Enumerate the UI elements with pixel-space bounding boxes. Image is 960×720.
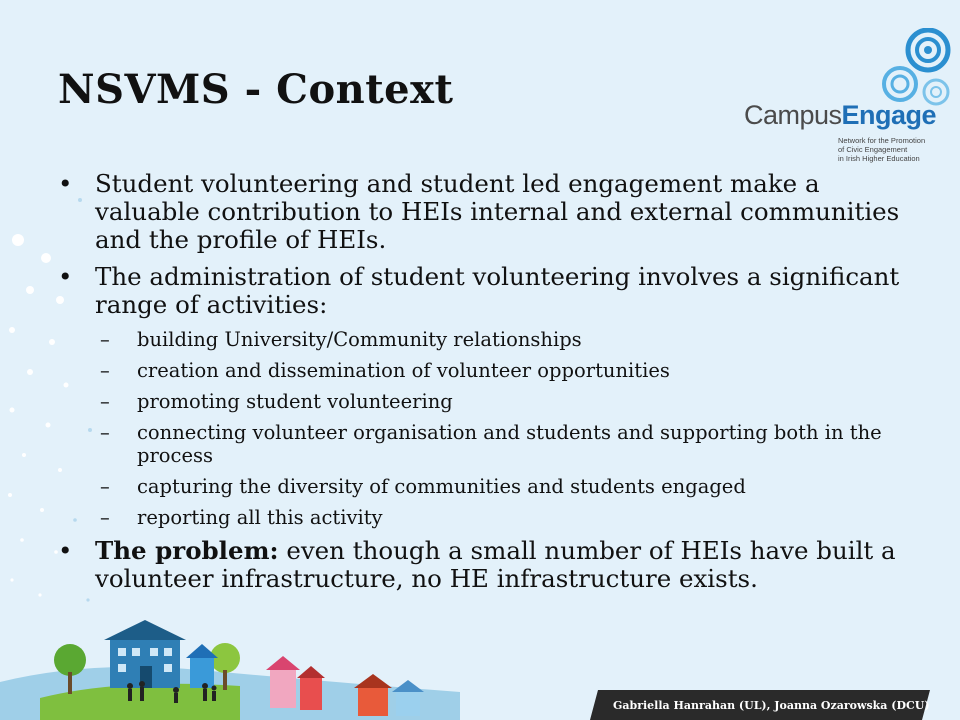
logo-wordmark: CampusEngage [744,100,937,130]
sub-marker: – [100,421,110,444]
bullet-item-problem [58,537,908,593]
slide-body [58,170,908,602]
sub-list [58,328,908,529]
sub-item: – capturing the diversity of communities and students engaged [100,475,746,498]
sub-item: – creation and dissemination of volunteer opportunities [100,359,670,382]
bullet-marker: • [58,262,73,291]
sub-item: – promoting student volunteering [100,390,453,413]
logo-tagline: Network for the Promotion of Civic Engagement in Irish Higher Education [838,136,926,163]
sub-marker: – [100,328,110,351]
campus-engage-logo [740,28,960,168]
house-icon [190,656,214,688]
sub-item: – reporting all this activity [100,506,383,529]
sub-marker: – [100,390,110,413]
sub-item: – building University/Community relationships [100,328,582,351]
town-illustration [0,620,460,720]
sub-marker: – [100,506,110,529]
house-icon [358,686,388,716]
bullet-item [58,170,908,254]
footer-credit: Gabriella Hanrahan (UL), Joanna Ozarowska (DCU) [613,699,930,712]
bullet-marker: • [58,536,73,565]
problem-label: The problem: [95,536,279,565]
bullet-text: The administration of student volunteering involves a significant range of activities: [95,262,900,319]
tree-icon [54,644,86,676]
bullet-item [58,263,908,319]
house-icon [396,690,420,716]
bullet-text: Student volunteering and student led engagement make a valuable contribution to HEIs internal and external communities and the profile of HEIs. [95,169,900,254]
house-icon [300,676,322,710]
sub-marker: – [100,359,110,382]
bullet-marker: • [58,169,73,198]
sub-marker: – [100,475,110,498]
slide-title: NSVMS - Context [58,66,454,113]
sub-item: – connecting volunteer organisation and students and supporting both in the process [100,421,882,467]
problem-text: even though a small number of HEIs have built a volunteer infrastructure, no HE infrastructure exists. [95,536,896,593]
house-icon [270,668,296,708]
